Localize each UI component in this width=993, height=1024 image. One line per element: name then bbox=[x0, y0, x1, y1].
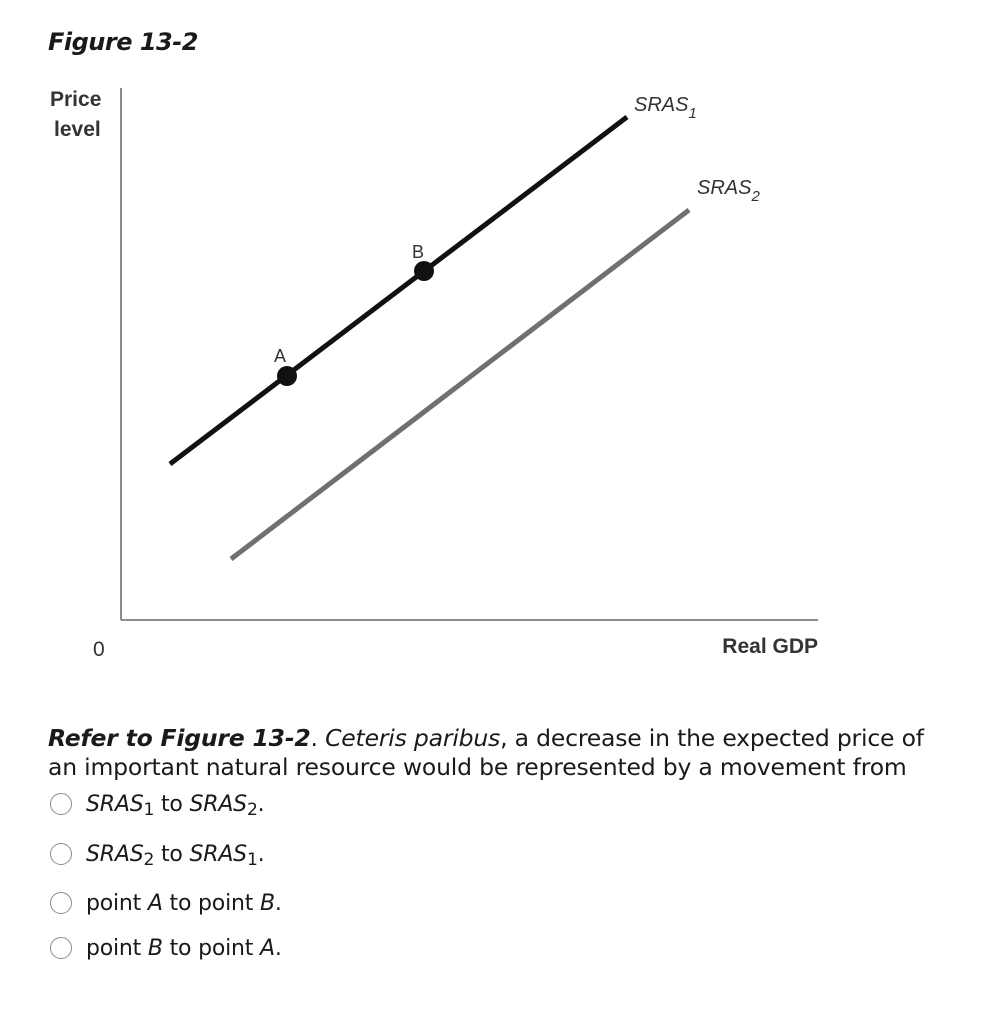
opt1-from: SRAS bbox=[86, 791, 144, 817]
opt3-mid: to point bbox=[162, 890, 260, 916]
opt4-to: A bbox=[260, 935, 275, 961]
answer-option-3-radio[interactable] bbox=[50, 892, 72, 914]
answer-option-3-text bbox=[86, 891, 282, 916]
answer-option-2-radio[interactable] bbox=[50, 843, 72, 865]
sras1-label-main: SRAS bbox=[634, 94, 689, 116]
question-text bbox=[48, 724, 948, 782]
origin-label: 0 bbox=[93, 638, 105, 661]
sras1-curve bbox=[170, 117, 627, 464]
sras1-label-sub: 1 bbox=[688, 105, 697, 122]
sras2-label bbox=[697, 177, 760, 205]
answer-option-1[interactable] bbox=[50, 789, 264, 819]
question-ref-punct: . bbox=[310, 724, 326, 752]
opt3-to: B bbox=[259, 890, 275, 916]
sras2-label-sub: 2 bbox=[751, 188, 760, 205]
question-figure-ref: Refer to Figure 13-2 bbox=[48, 724, 311, 752]
opt1-mid: to bbox=[154, 791, 190, 817]
opt2-to-sub: 1 bbox=[246, 850, 258, 871]
sras2-label-main: SRAS bbox=[697, 177, 752, 199]
opt2-mid: to bbox=[154, 841, 190, 867]
sras1-label bbox=[634, 94, 697, 122]
opt4-pre: point bbox=[86, 935, 148, 961]
point-a-marker bbox=[277, 366, 297, 386]
figure-title: Figure 13-2 bbox=[48, 28, 198, 56]
point-b-label: B bbox=[412, 242, 425, 262]
opt1-to-sub: 2 bbox=[246, 800, 258, 821]
opt3-end: . bbox=[274, 890, 282, 916]
opt2-from: SRAS bbox=[86, 841, 144, 867]
answer-option-4-radio[interactable] bbox=[50, 937, 72, 959]
answer-option-1-radio[interactable] bbox=[50, 793, 72, 815]
question-rest: , a decrease in the expected price of an important natural resource would be represented by a movement from bbox=[48, 724, 924, 781]
opt3-pre: point bbox=[86, 890, 148, 916]
point-a-label: A bbox=[274, 346, 287, 366]
opt4-end: . bbox=[274, 935, 282, 961]
answer-option-1-text bbox=[86, 791, 265, 821]
opt1-to: SRAS bbox=[189, 791, 247, 817]
opt4-mid: to point bbox=[162, 935, 260, 961]
answer-option-4[interactable] bbox=[50, 933, 282, 963]
opt1-from-sub: 1 bbox=[143, 800, 155, 821]
point-b-marker bbox=[414, 261, 434, 281]
answer-option-4-text bbox=[86, 936, 282, 961]
y-axis-label-line1: Price bbox=[50, 88, 102, 111]
answer-option-2-text bbox=[86, 841, 265, 871]
opt1-end: . bbox=[257, 791, 265, 817]
x-axis-label: Real GDP bbox=[722, 635, 818, 658]
opt2-from-sub: 2 bbox=[143, 850, 155, 871]
opt2-end: . bbox=[257, 841, 265, 867]
sras2-curve bbox=[231, 210, 689, 559]
answer-option-3[interactable] bbox=[50, 888, 282, 918]
opt2-to: SRAS bbox=[189, 841, 247, 867]
opt3-from: A bbox=[147, 890, 163, 916]
opt4-from: B bbox=[147, 935, 163, 961]
answer-option-2[interactable] bbox=[50, 839, 264, 869]
y-axis-label-line2: level bbox=[54, 118, 101, 141]
question-italic-phrase: Ceteris paribus bbox=[325, 724, 501, 752]
